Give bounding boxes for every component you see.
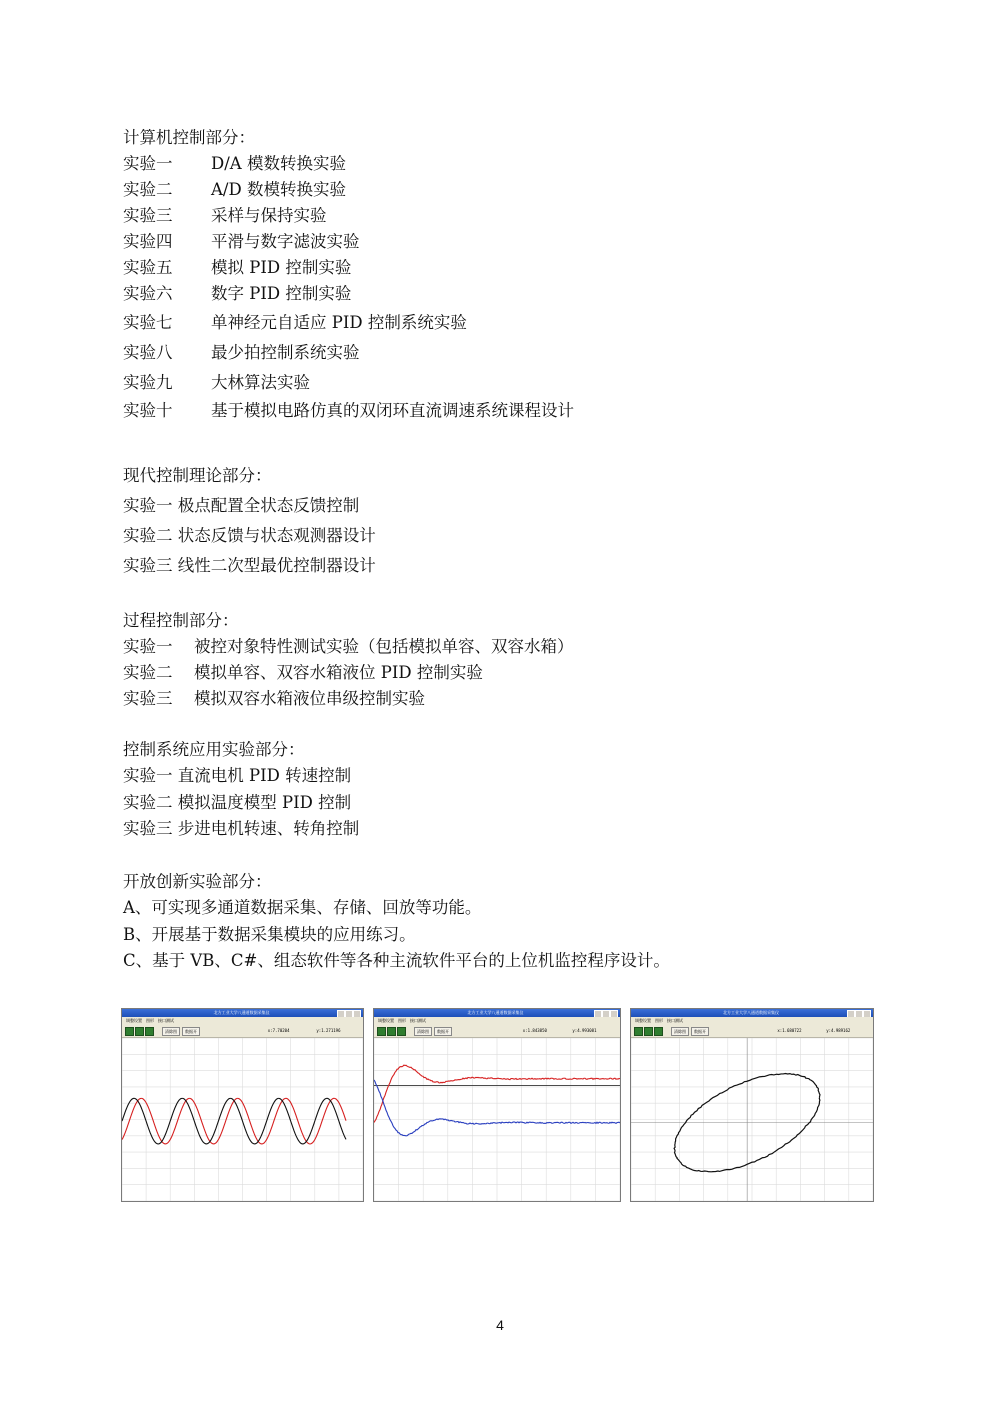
experiment-number: 实验六 xyxy=(123,284,173,303)
plot-area xyxy=(631,1038,873,1201)
list-item xyxy=(123,338,883,368)
experiment-title: 模拟双容水箱液位串级控制实验 xyxy=(194,689,425,708)
list-item: 实验一 直流电机 PID 转速控制 xyxy=(123,766,352,785)
experiment-number: 实验一 xyxy=(123,637,173,656)
menu-item[interactable]: 调整设置 xyxy=(378,1018,394,1023)
menu-item[interactable]: 接口测试 xyxy=(667,1018,683,1023)
page-number: 4 xyxy=(496,1317,504,1333)
coordinate-y-readout: y:4.989162 xyxy=(826,1028,851,1033)
toolbar-button[interactable]: 数据开 xyxy=(691,1027,709,1036)
plot-canvas xyxy=(631,1038,873,1201)
experiment-number: 实验七 xyxy=(123,313,173,332)
experiment-title: 数字 PID 控制实验 xyxy=(211,284,352,303)
section-innovation xyxy=(123,869,883,975)
window-toolbar xyxy=(631,1025,873,1038)
list-item xyxy=(123,634,883,660)
coordinate-x-readout: x:7.70204 xyxy=(267,1028,290,1033)
window-titlebar xyxy=(631,1009,873,1017)
menu-item[interactable]: 图形 xyxy=(655,1018,663,1023)
section-process-control xyxy=(123,608,883,712)
section-heading: 控制系统应用实验部分： xyxy=(123,740,305,759)
experiment-title: 平滑与数字滤波实验 xyxy=(211,232,360,251)
list-item: A、可实现多通道数据采集、存储、回放等功能。 xyxy=(123,898,482,917)
list-item xyxy=(123,281,883,307)
experiment-title: 采样与保持实验 xyxy=(211,206,327,225)
black-trace xyxy=(122,1098,346,1144)
coordinate-x-readout: x:1.680722 xyxy=(777,1028,802,1033)
window-title: 北方工业大学八通道数据采集仪 xyxy=(467,1010,524,1015)
experiment-title: A/D 数模转换实验 xyxy=(211,180,346,199)
pause-icon[interactable] xyxy=(387,1027,396,1036)
menu-item[interactable]: 接口测试 xyxy=(158,1018,174,1023)
section-heading: 过程控制部分： xyxy=(123,611,239,630)
experiment-number: 实验二 xyxy=(123,663,173,682)
section-heading: 开放创新实验部分： xyxy=(123,872,272,891)
red-trace xyxy=(122,1098,346,1144)
experiment-title: 基于模拟电路仿真的双闭环直流调速系统课程设计 xyxy=(211,401,574,420)
toolbar-button[interactable]: 清除图 xyxy=(414,1027,432,1036)
section-heading: 计算机控制部分： xyxy=(123,128,255,147)
play-icon[interactable] xyxy=(125,1027,134,1036)
window-title: 北方工业大学八通道数据采集仪 xyxy=(213,1010,270,1015)
toolbar-button[interactable]: 数据开 xyxy=(182,1027,200,1036)
list-item: 实验一 极点配置全状态反馈控制 xyxy=(123,496,360,515)
window-menubar xyxy=(374,1017,620,1025)
section-modern-control xyxy=(123,463,883,581)
experiment-title: 被控对象特性测试实验（包括模拟单容、双容水箱） xyxy=(194,637,574,656)
screenshot-sine-window xyxy=(121,1008,364,1202)
experiment-number: 实验五 xyxy=(123,258,173,277)
window-title: 北方工业大学八通道数据采集仪 xyxy=(722,1010,779,1015)
plot-area xyxy=(122,1038,363,1201)
experiment-number: 实验十 xyxy=(123,401,173,420)
menu-item[interactable]: 调整设置 xyxy=(635,1018,651,1023)
pause-icon[interactable] xyxy=(135,1027,144,1036)
list-item: C、基于 VB、C#、组态软件等各种主流软件平台的上位机监控程序设计。 xyxy=(123,951,670,970)
experiment-title: 最少拍控制系统实验 xyxy=(211,343,360,362)
list-item xyxy=(123,151,883,177)
experiment-number: 实验二 xyxy=(123,180,173,199)
play-icon[interactable] xyxy=(377,1027,386,1036)
coordinate-y-readout: y:4.993081 xyxy=(572,1028,597,1033)
experiment-number: 实验三 xyxy=(123,206,173,225)
list-item xyxy=(123,255,883,281)
toolbar-button[interactable]: 数据开 xyxy=(434,1027,452,1036)
list-item xyxy=(123,660,883,686)
experiment-number: 实验四 xyxy=(123,232,173,251)
plot-area xyxy=(374,1038,620,1201)
play-icon[interactable] xyxy=(634,1027,643,1036)
window-titlebar xyxy=(122,1009,363,1017)
experiment-title: 单神经元自适应 PID 控制系统实验 xyxy=(211,313,467,332)
list-item: 实验二 状态反馈与状态观测器设计 xyxy=(123,526,376,545)
list-item: 实验三 线性二次型最优控制器设计 xyxy=(123,556,376,575)
window-menubar xyxy=(122,1017,363,1025)
list-item xyxy=(123,368,883,398)
screenshot-step-window xyxy=(373,1008,621,1202)
list-item xyxy=(123,686,883,712)
list-item xyxy=(123,177,883,203)
software-screenshots xyxy=(121,1008,873,1202)
experiment-number: 实验三 xyxy=(123,689,173,708)
menu-item[interactable]: 调整设置 xyxy=(126,1018,142,1023)
window-menubar xyxy=(631,1017,873,1025)
menu-item[interactable]: 接口测试 xyxy=(410,1018,426,1023)
window-titlebar xyxy=(374,1009,620,1017)
section-heading: 现代控制理论部分： xyxy=(123,466,272,485)
experiment-number: 实验一 xyxy=(123,154,173,173)
experiment-number: 实验九 xyxy=(123,373,173,392)
toolbar-button[interactable]: 清除图 xyxy=(671,1027,689,1036)
plot-canvas xyxy=(374,1038,620,1201)
screenshot-lissajous-window xyxy=(630,1008,874,1202)
list-item xyxy=(123,307,883,338)
experiment-title: 模拟 PID 控制实验 xyxy=(211,258,352,277)
coordinate-y-readout: y:1.271196 xyxy=(316,1028,341,1033)
stop-icon[interactable] xyxy=(654,1027,663,1036)
menu-item[interactable]: 图形 xyxy=(146,1018,154,1023)
window-toolbar xyxy=(122,1025,363,1038)
list-item: 实验三 步进电机转速、转角控制 xyxy=(123,819,360,838)
stop-icon[interactable] xyxy=(397,1027,406,1036)
stop-icon[interactable] xyxy=(145,1027,154,1036)
list-item xyxy=(123,229,883,255)
experiment-title: 模拟单容、双容水箱液位 PID 控制实验 xyxy=(194,663,483,682)
coordinate-x-readout: x:1.843850 xyxy=(522,1028,547,1033)
experiment-number: 实验八 xyxy=(123,343,173,362)
section-computer-control xyxy=(123,125,883,424)
pause-icon[interactable] xyxy=(644,1027,653,1036)
list-item xyxy=(123,398,883,424)
plot-canvas xyxy=(122,1038,363,1201)
window-toolbar xyxy=(374,1025,620,1038)
toolbar-button[interactable]: 清除图 xyxy=(162,1027,180,1036)
experiment-title: D/A 模数转换实验 xyxy=(211,154,346,173)
list-item: 实验二 模拟温度模型 PID 控制 xyxy=(123,792,352,812)
list-item xyxy=(123,203,883,229)
experiment-title: 大林算法实验 xyxy=(211,373,310,392)
section-application xyxy=(123,737,883,843)
list-item: B、开展基于数据采集模块的应用练习。 xyxy=(123,924,416,944)
menu-item[interactable]: 图形 xyxy=(398,1018,406,1023)
